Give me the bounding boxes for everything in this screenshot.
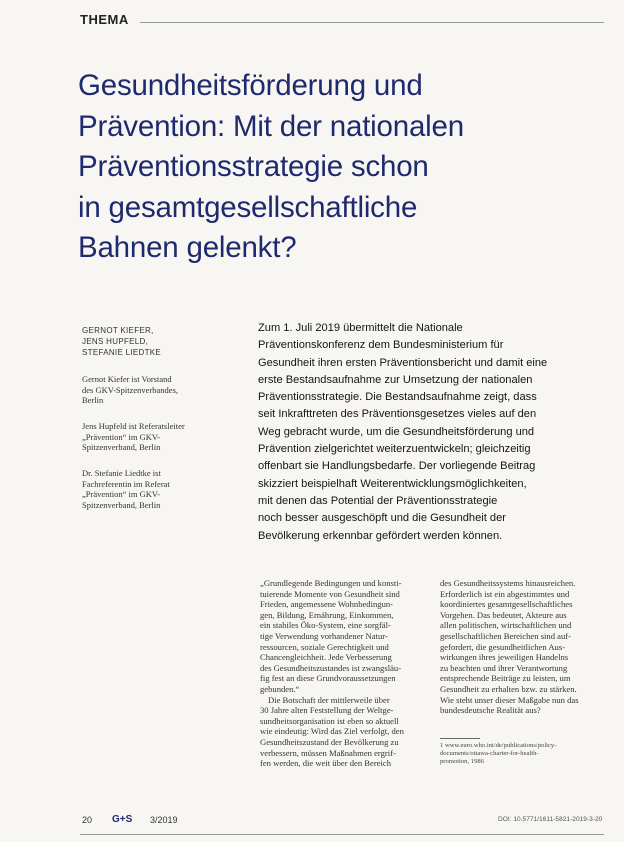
body-line: ressourcen, soziale Gerechtigkeit und (260, 641, 389, 652)
lead-line: Zum 1. Juli 2019 übermittelt die Nationale (258, 322, 463, 334)
lead-line: Präventionsstrategie. Die Bestandsaufnahme zeigt, dass (258, 391, 537, 404)
body-line: tige Verwendung vorhandener Natur- (260, 630, 388, 641)
lead-paragraph (258, 320, 598, 545)
title-line: Gesundheitsförderung und (78, 69, 423, 102)
footnote (440, 742, 604, 766)
body-line: Chancengleichheit. Jede Verbesserung (260, 652, 392, 663)
bio-line: „Prävention“ im GKV- (82, 489, 161, 500)
bio-line: des GKV-Spitzenverbandes, (82, 384, 178, 395)
body-line: „Grundlegende Bedingungen und konsti- (260, 578, 402, 588)
doi: DOI: 10.5771/1611-5821-2019-3-20 (498, 816, 603, 823)
bio-line: Gernot Kiefer ist Vorstand (82, 374, 172, 384)
bio-line: „Prävention“ im GKV- (82, 431, 161, 442)
body-line: verbessern, müssen Maßnahmen ergrif- (260, 747, 396, 758)
body-column-right (440, 578, 606, 716)
body-line: fig fest an diese Grundvoraussetzungen (260, 673, 396, 684)
body-line: entsprechende Beiträge zu leisten, um (440, 673, 571, 684)
bio-line: Spitzenverband, Berlin (82, 442, 161, 453)
body-line: zu beachten und ihrer Verantwortung (440, 662, 568, 673)
body-line: gebunden.“ (260, 683, 300, 694)
lead-line: Weg gebracht wurde, um die Gesundheitsförderung und (258, 425, 535, 438)
lead-line: seit Inkrafttreten des Präventionsgesetzes vieles auf den (258, 408, 537, 421)
page-number: 20 (82, 815, 93, 825)
lead-line: offenbart sie Handlungsbedarfe. Der vorliegende Beitrag (258, 460, 536, 473)
title-line: Bahnen gelenkt? (78, 231, 297, 264)
bio-line: Spitzenverband, Berlin (82, 499, 161, 510)
footnote-line: 1 www.euro.who.int/de/publications/policy- (440, 742, 557, 749)
body-line: 30 Jahre alten Feststellung der Weltge- (260, 705, 394, 716)
body-column-left (260, 578, 426, 769)
body-line: Erforderlich ist ein abgestimmtes und (440, 588, 570, 599)
author-name: STEFANIE LIEDTKE (82, 348, 162, 357)
author-name: GERNOT KIEFER, (82, 326, 154, 335)
body-line: sundheitsorganisation ist eben so aktuell (260, 715, 399, 726)
lead-line: Prävention zielgerichtet weiterzuentwickeln; gleichzeitig (258, 443, 531, 456)
body-line: Die Botschaft der mittlerweile über (268, 694, 390, 705)
body-line: Frieden, angemessene Wohnbedingun- (260, 599, 394, 610)
lead-line: Präventionskonferenz dem Bundesministerium für (258, 339, 504, 352)
author-bio-hupfeld (82, 421, 227, 453)
author-name: JENS HUPFELD, (82, 337, 149, 346)
author-bio-liedtke (82, 468, 227, 510)
body-line: Wie steht unser dieser Maßgabe nun das (440, 694, 579, 705)
section-label: THEMA (80, 12, 129, 27)
footnote-rule (440, 738, 480, 739)
footnote-line: promotion, 1986 (440, 758, 484, 765)
bio-line: Berlin (82, 395, 104, 406)
lead-line: erste Bestandsaufnahme zur Umsetzung der nationalen (258, 373, 533, 386)
footnote-line: documents/ottawa-charter-for-health- (440, 750, 539, 757)
lead-line: noch besser ausgeschöpft und die Gesundheit der (258, 512, 506, 525)
body-line: fen werden, die weit über den Bereich (260, 758, 391, 769)
bio-line: Dr. Stefanie Liedtke ist (82, 468, 161, 478)
header-rule (140, 22, 604, 23)
body-line: bundesdeutsche Realität aus? (440, 705, 541, 716)
body-line: gen, Bildung, Ernährung, Einkommen, (260, 609, 394, 620)
article-title (78, 66, 598, 269)
body-line: koordiniertes gesamtgesellschaftliches (440, 599, 573, 610)
body-line: wie eindeutig: Wird das Ziel verfolgt, den (260, 726, 404, 737)
lead-line: Bevölkerung erkennbar gefördert werden können. (258, 529, 503, 542)
bio-line: Jens Hupfeld ist Referatsleiter (82, 421, 185, 431)
body-line: des Gesundheitssystems hinausreichen. (440, 578, 576, 588)
body-line: gefordert, die gesundheitlichen Aus- (440, 641, 566, 652)
issue-number: 3/2019 (150, 815, 178, 825)
body-line: allen politischen, wirtschaftlichen und (440, 620, 572, 631)
body-line: Vorgehen. Das bedeutet, Akteure aus (440, 609, 567, 620)
body-line: ein stabiles Öko-System, eine sorgfäl- (260, 620, 391, 631)
lead-line: Gesundheit ihren ersten Präventionsbericht und damit eine (258, 356, 548, 369)
title-line: Prävention: Mit der nationalen (78, 109, 464, 143)
author-list (82, 325, 232, 358)
body-line: wirkungen ihres jeweiligen Handelns (440, 652, 569, 663)
lead-line: skizziert beispielhaft Weiterentwicklungsmöglichkeiten, (258, 477, 527, 490)
body-line: Gesundheitszustand der Bevölkerung zu (260, 736, 399, 747)
body-line: tuierende Momente von Gesundheit sind (260, 588, 400, 599)
footer-rule (80, 834, 604, 835)
title-line: in gesamtgesellschaftliche (78, 190, 418, 224)
bio-line: Fachreferentin im Referat (82, 478, 170, 489)
body-line: des Gesundheitszustandes ist zwangsläu- (260, 662, 402, 673)
body-line: gesellschaftlichen Bereichen sind auf- (440, 630, 572, 641)
journal-name: G+S (112, 814, 133, 825)
body-line: Gesundheit zu erhalten bzw. zu stärken. (440, 683, 577, 694)
lead-line: mit denen das Potential der Präventionsstrategie (258, 494, 498, 507)
author-bio-kiefer (82, 374, 227, 406)
title-line: Präventionsstrategie schon (78, 150, 429, 183)
